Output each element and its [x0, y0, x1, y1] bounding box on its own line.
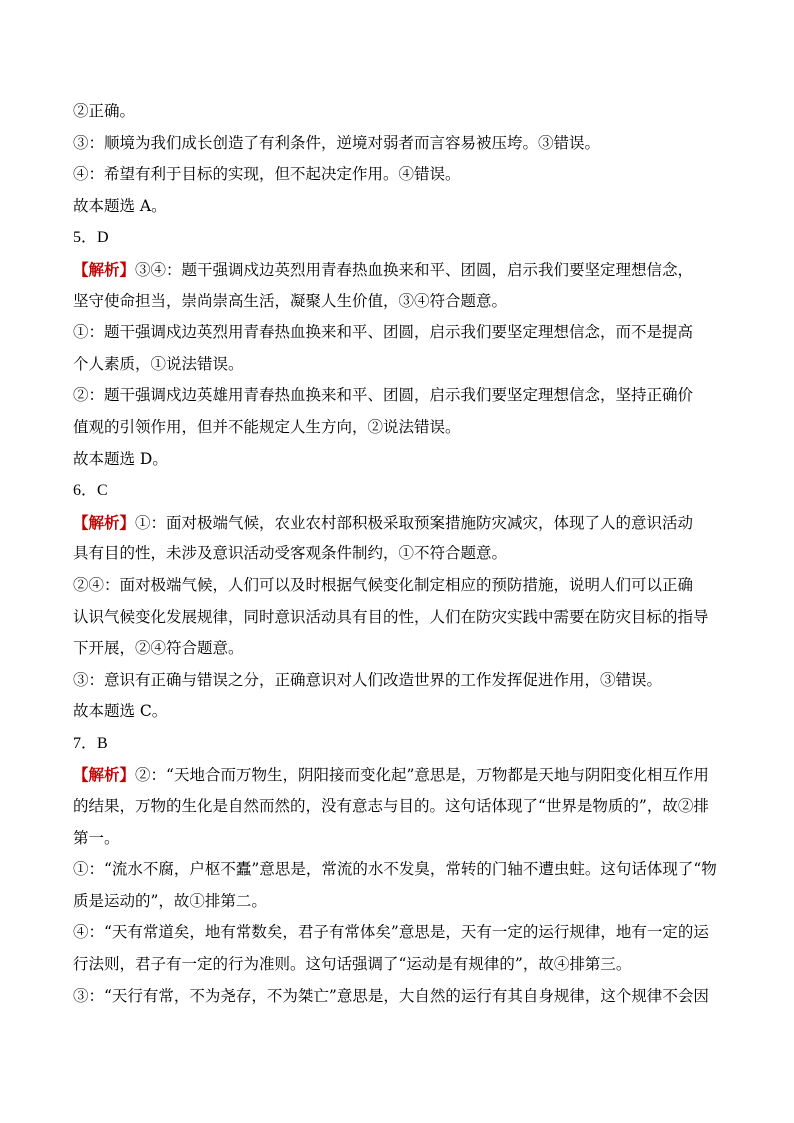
- text-line: [73, 696, 733, 728]
- line-text: ④：希望有利于目标的实现，但不起决定作用。④错误。: [73, 165, 461, 184]
- line-text: 5．D: [73, 229, 109, 247]
- analysis-line: [73, 254, 733, 286]
- line-text: 质是运动的”，故①排第二。: [73, 891, 267, 910]
- text-line: [73, 412, 733, 444]
- answer-line: [73, 475, 733, 507]
- line-text: 故本题选 C。: [73, 702, 168, 721]
- line-text: ②④：面对极端气候，人们可以及时根据气候变化制定相应的预防措施，说明人们可以正确: [73, 575, 694, 594]
- text-line: [73, 380, 733, 412]
- line-text: ①：“流水不腐，户枢不蠹”意思是，常流的水不发臭，常转的门轴不遭虫蛀。这句话体现了“物: [73, 860, 717, 879]
- text-line: [73, 917, 733, 949]
- line-text: 行法则，君子有一定的行为准则。这句话强调了“运动是有规律的”，故④排第三。: [73, 955, 632, 974]
- line-text: ③：“天行有常，不为尧存，不为桀亡”意思是，大自然的运行有其自身规律，这个规律不会因: [73, 986, 709, 1005]
- line-text: 6．C: [73, 482, 108, 500]
- text-line: [73, 949, 733, 981]
- line-text: 具有目的性，未涉及意识活动受客观条件制约，①不符合题意。: [73, 544, 508, 563]
- line-text: 第一。: [73, 828, 120, 847]
- text-line: [73, 665, 733, 697]
- text-line: [73, 823, 733, 855]
- analysis-tag: 【解析】: [73, 259, 136, 279]
- line-text: ①：题干强调戍边英烈用青春热血换来和平、团圆，启示我们要坚定理想信念，而不是提高: [73, 323, 694, 342]
- line-text: 故本题选 D。: [73, 449, 168, 468]
- analysis-line: [73, 507, 733, 539]
- line-text: ①：面对极端气候，农业农村部积极采取预案措施防灾减灾，体现了人的意识活动: [135, 513, 694, 532]
- text-line: [73, 286, 733, 318]
- text-line: [73, 854, 733, 886]
- text-line: [73, 317, 733, 349]
- text-line: [73, 128, 733, 160]
- text-line: [73, 886, 733, 918]
- answer-analysis-text: [73, 96, 733, 1012]
- line-text: 坚守使命担当，崇尚崇高生活，凝聚人生价值，③④符合题意。: [73, 291, 508, 310]
- line-text: 认识气候变化发展规律，同时意识活动具有目的性，人们在防灾实践中需要在防灾目标的指导: [73, 607, 709, 626]
- text-line: [73, 570, 733, 602]
- text-line: [73, 349, 733, 381]
- analysis-tag: 【解析】: [73, 512, 136, 532]
- text-line: [73, 633, 733, 665]
- text-line: [73, 159, 733, 191]
- line-text: 的结果，万物的生化是自然而然的，没有意志与目的。这句话体现了“世界是物质的”，故②排: [73, 797, 709, 816]
- line-text: 7．B: [73, 734, 108, 752]
- text-line: [73, 981, 733, 1013]
- text-line: [73, 791, 733, 823]
- line-text: ③：顺境为我们成长创造了有利条件，逆境对弱者而言容易被压垮。③错误。: [73, 133, 601, 152]
- line-text: ②：“天地合而万物生，阴阳接而变化起”意思是，万物都是天地与阴阳变化相互作用: [135, 766, 709, 785]
- text-line: [73, 444, 733, 476]
- text-line: [73, 191, 733, 223]
- text-line: [73, 602, 733, 634]
- line-text: ②正确。: [73, 102, 136, 120]
- answer-line: [73, 222, 733, 254]
- text-line: [73, 96, 733, 128]
- line-text: 值观的引领作用，但并不能规定人生方向，②说法错误。: [73, 417, 461, 436]
- line-text: ③：意识有正确与错误之分，正确意识对人们改造世界的工作发挥促进作用，③错误。: [73, 670, 663, 689]
- line-text: ④：“天有常道矣，地有常数矣，君子有常体矣”意思是，天有一定的运行规律，地有一定的运: [73, 923, 709, 942]
- line-text: 故本题选 A。: [73, 196, 167, 215]
- answer-line: [73, 728, 733, 760]
- line-text: ②：题干强调戍边英雄用青春热血换来和平、团圆，启示我们要坚定理想信念，坚持正确价: [73, 386, 694, 405]
- text-line: [73, 538, 733, 570]
- line-text: 个人素质，①说法错误。: [73, 354, 244, 373]
- line-text: 下开展，②④符合题意。: [73, 639, 244, 658]
- line-text: ③④：题干强调戍边英烈用青春热血换来和平、团圆，启示我们要坚定理想信念，: [135, 260, 694, 279]
- analysis-line: [73, 759, 733, 791]
- analysis-tag: 【解析】: [73, 765, 136, 785]
